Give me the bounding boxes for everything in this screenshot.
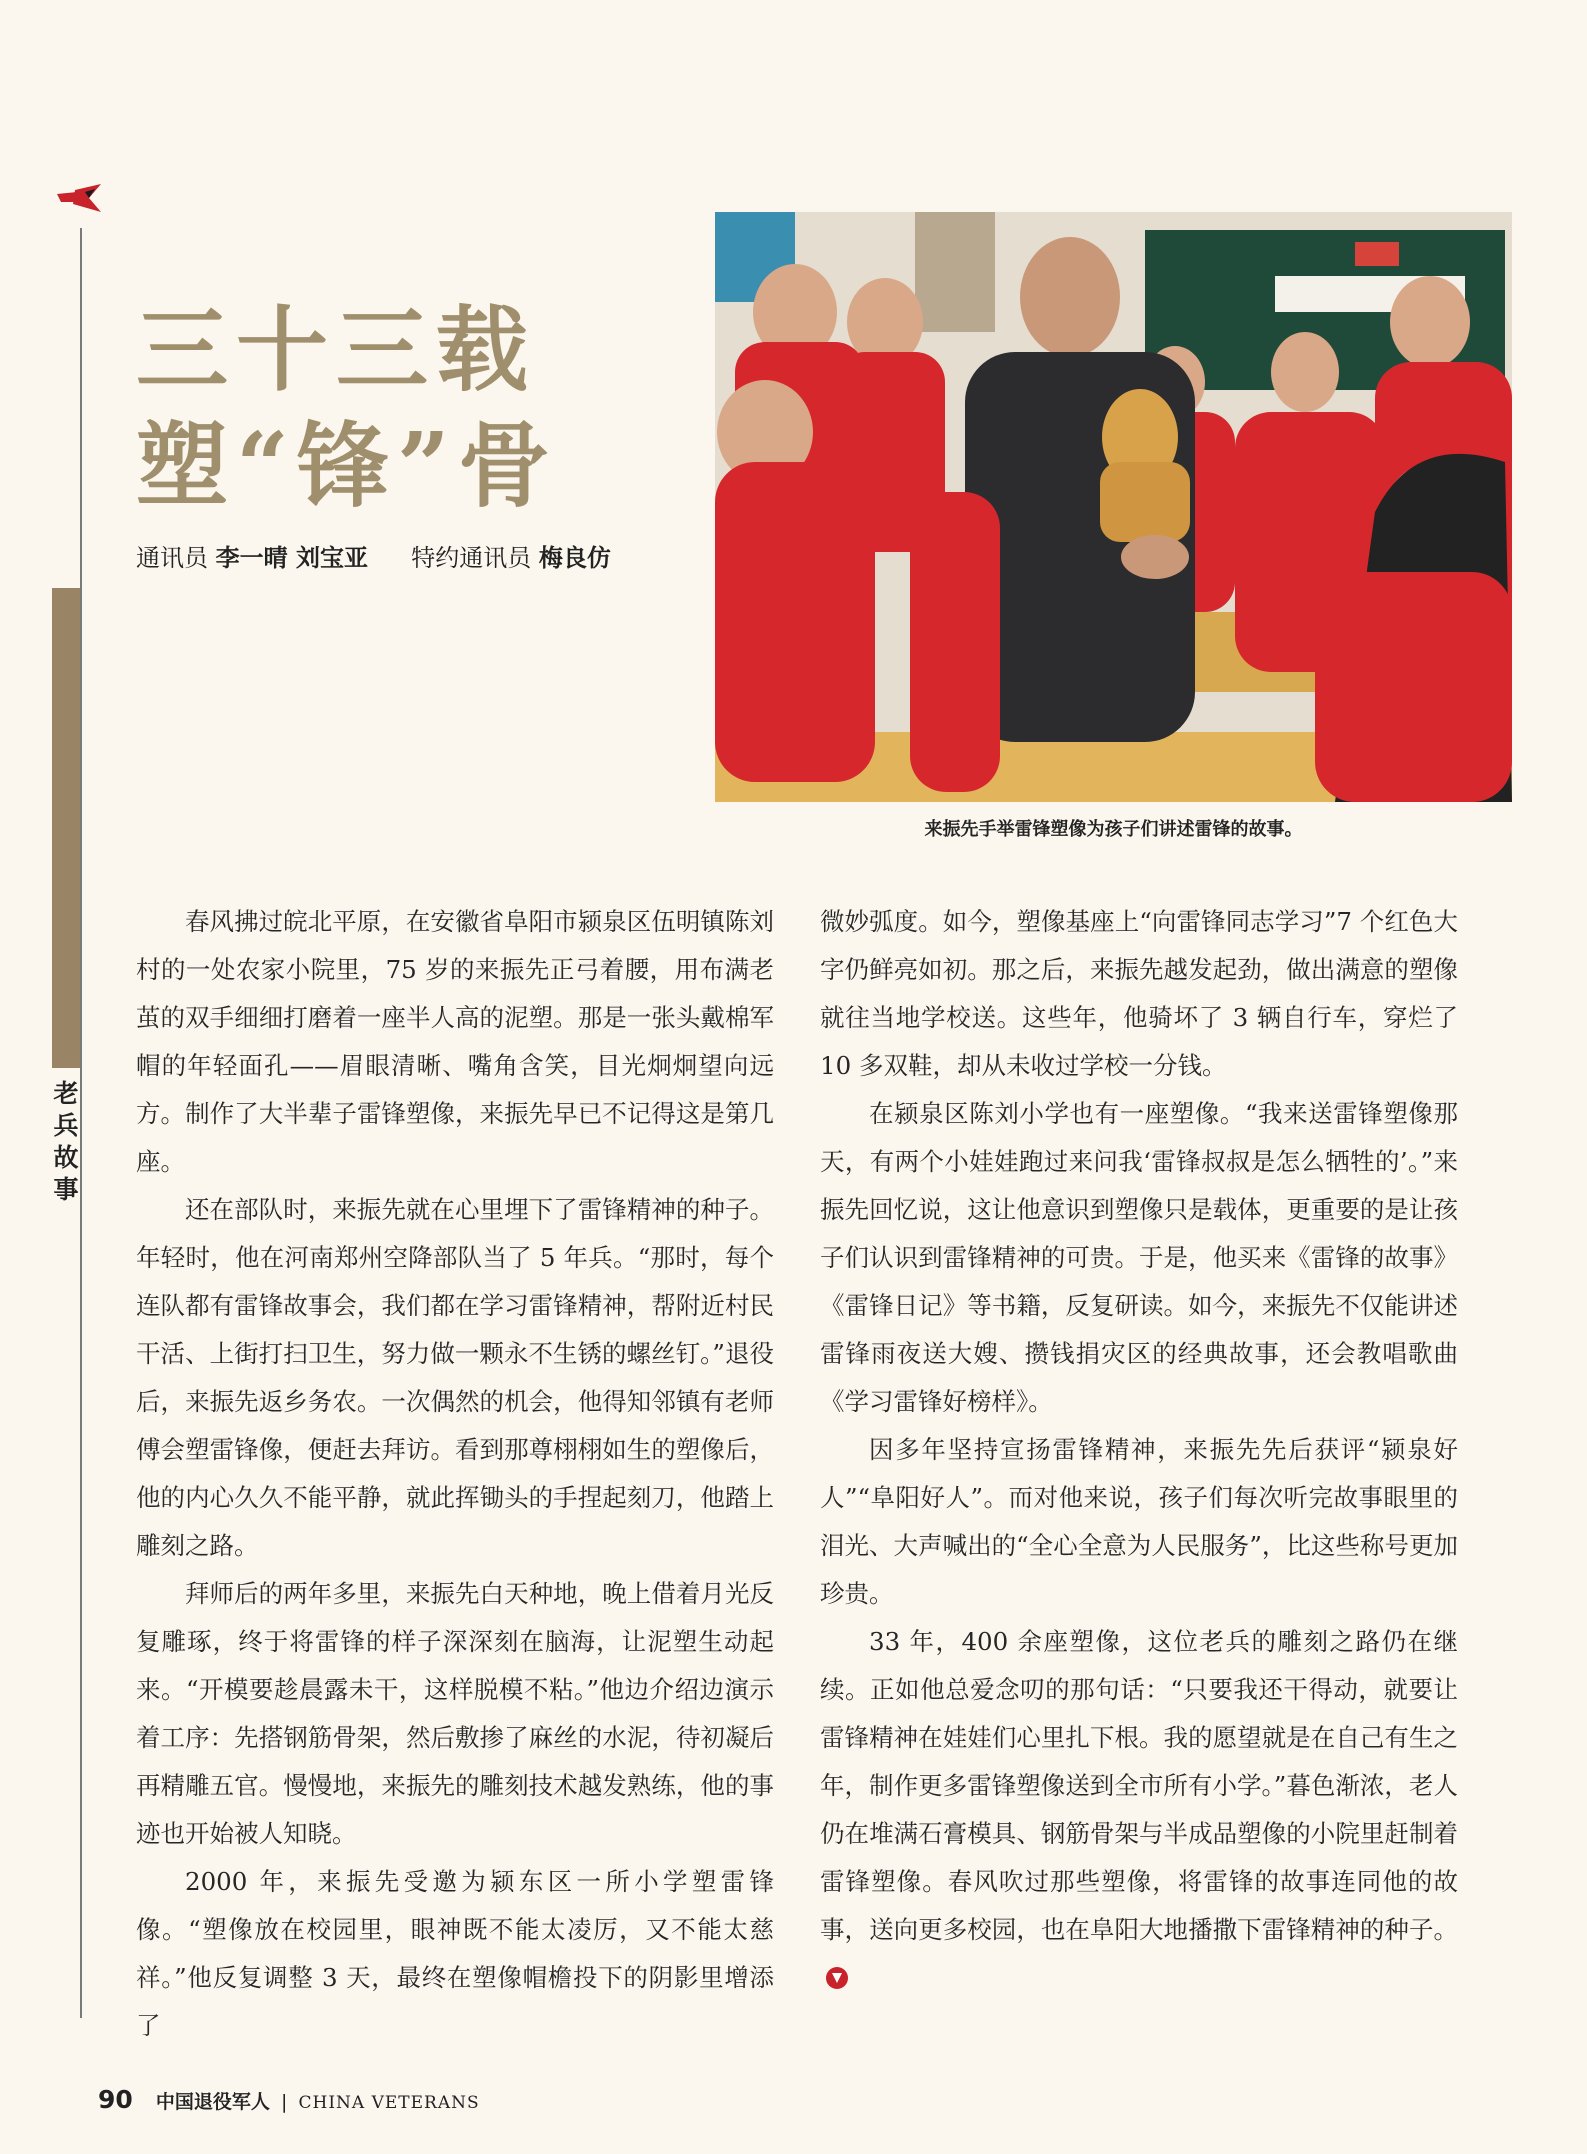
byline-role-2: 特约通讯员 bbox=[411, 544, 532, 572]
page-number: 90 bbox=[98, 2085, 133, 2114]
byline-role-1: 通讯员 bbox=[136, 544, 208, 572]
title-line-1: 三十三载 bbox=[136, 296, 537, 404]
section-color-bar bbox=[52, 588, 80, 1068]
photo-caption: 来振先手举雷锋塑像为孩子们讲述雷锋的故事。 bbox=[924, 819, 1303, 840]
section-label bbox=[52, 1078, 80, 1206]
vertical-rule bbox=[80, 228, 82, 2018]
paragraph: 在颍泉区陈刘小学也有一座塑像。“我来送雷锋塑像那天，有两个小娃娃跑过来问我‘雷锋叔叔是怎么牺牲的’。”来振先回忆说，这让他意识到塑像只是载体，更重要的是让孩子们认识到雷锋精神的可贵。于是，他买来《雷锋的故事》《雷锋日记》等书籍，反复研读。如今，来振先不仅能讲述雷锋雨夜送大嫂、攒钱捐灾区的经典故事，还会教唱歌曲《学习雷锋好榜样》。 bbox=[820, 1099, 1458, 1416]
page-footer bbox=[98, 2085, 480, 2114]
paragraph: 2000 年，来振先受邀为颍东区一所小学塑雷锋像。“塑像放在校园里，眼神既不能太凌厉，又不能太慈祥。”他反复调整 3 天，最终在塑像帽檐投下的阴影里增添了 bbox=[136, 1867, 774, 2040]
byline-names-1: 李一晴 刘宝亚 bbox=[215, 544, 368, 572]
footer-separator: | bbox=[281, 2091, 288, 2113]
end-mark-icon bbox=[826, 1967, 848, 1989]
paragraph: 拜师后的两年多里，来振先白天种地，晚上借着月光反复雕琢，终于将雷锋的样子深深刻在脑海，让泥塑生动起来。“开模要趁晨露未干，这样脱模不粘。”他边介绍边演示着工序：先搭钢筋骨架，然后敷掺了麻丝的水泥，待初凝后再精雕五官。慢慢地，来振先的雕刻技术越发熟练，他的事迹也开始被人知晓。 bbox=[136, 1579, 774, 1848]
section-label-char: 事 bbox=[53, 1175, 79, 1204]
article-column-left bbox=[136, 898, 774, 2050]
paragraph: 春风拂过皖北平原，在安徽省阜阳市颍泉区伍明镇陈刘村的一处农家小院里，75 岁的来振先正弓着腰，用布满老茧的双手细细打磨着一座半人高的泥塑。那是一张头戴棉军帽的年轻面孔——眉眼清晰、嘴角含笑，目光炯炯望向远方。制作了大半辈子雷锋塑像，来振先早已不记得这是第几座。 bbox=[136, 907, 774, 1176]
article-photo bbox=[715, 212, 1512, 802]
article-column-right bbox=[820, 898, 1458, 2002]
magazine-name: 中国退役军人 bbox=[155, 2091, 270, 2113]
article-title bbox=[136, 292, 558, 524]
section-label-char: 故 bbox=[53, 1143, 79, 1172]
magazine-logo-icon bbox=[55, 180, 111, 216]
byline bbox=[136, 538, 611, 573]
paragraph-continued: 微妙弧度。如今，塑像基座上“向雷锋同志学习”7 个红色大字仍鲜亮如初。那之后，来振先越发起劲，做出满意的塑像就往当地学校送。这些年，他骑坏了 3 辆自行车，穿烂了 10 多双鞋，却从未收过学校一分钱。 bbox=[820, 907, 1458, 1080]
paragraph: 因多年坚持宣扬雷锋精神，来振先先后获评“颍泉好人”“阜阳好人”。而对他来说，孩子们每次听完故事眼里的泪光、大声喊出的“全心全意为人民服务”，比这些称号更加珍贵。 bbox=[820, 1435, 1458, 1608]
magazine-name-en: CHINA VETERANS bbox=[298, 2093, 480, 2113]
byline-names-2: 梅良仿 bbox=[538, 544, 611, 572]
paragraph-text: 33 年，400 余座塑像，这位老兵的雕刻之路仍在继续。正如他总爱念叨的那句话：“只要我还干得动，就要让雷锋精神在娃娃们心里扎下根。我的愿望就是在自己有生之年，制作更多雷锋塑像送到全市所有小学。”暮色渐浓，老人仍在堆满石膏模具、钢筋骨架与半成品塑像的小院里赶制着雷锋塑像。春风吹过那些塑像，将雷锋的故事连同他的故事，送向更多校园，也在阜阳大地播撒下雷锋精神的种子。 bbox=[820, 1627, 1458, 1944]
section-label-char: 兵 bbox=[53, 1111, 79, 1140]
title-line-2: 塑“锋”骨 bbox=[136, 412, 558, 520]
paragraph-final bbox=[820, 1618, 1458, 2002]
section-label-char: 老 bbox=[53, 1079, 79, 1108]
paragraph: 还在部队时，来振先就在心里埋下了雷锋精神的种子。年轻时，他在河南郑州空降部队当了 5 年兵。“那时，每个连队都有雷锋故事会，我们都在学习雷锋精神，帮附近村民干活、上街打扫卫生，努力做一颗永不生锈的螺丝钉。”退役后，来振先返乡务农。一次偶然的机会，他得知邻镇有老师傅会塑雷锋像，便赶去拜访。看到那尊栩栩如生的塑像后，他的内心久久不能平静，就此挥锄头的手捏起刻刀，他踏上雕刻之路。 bbox=[136, 1195, 774, 1560]
